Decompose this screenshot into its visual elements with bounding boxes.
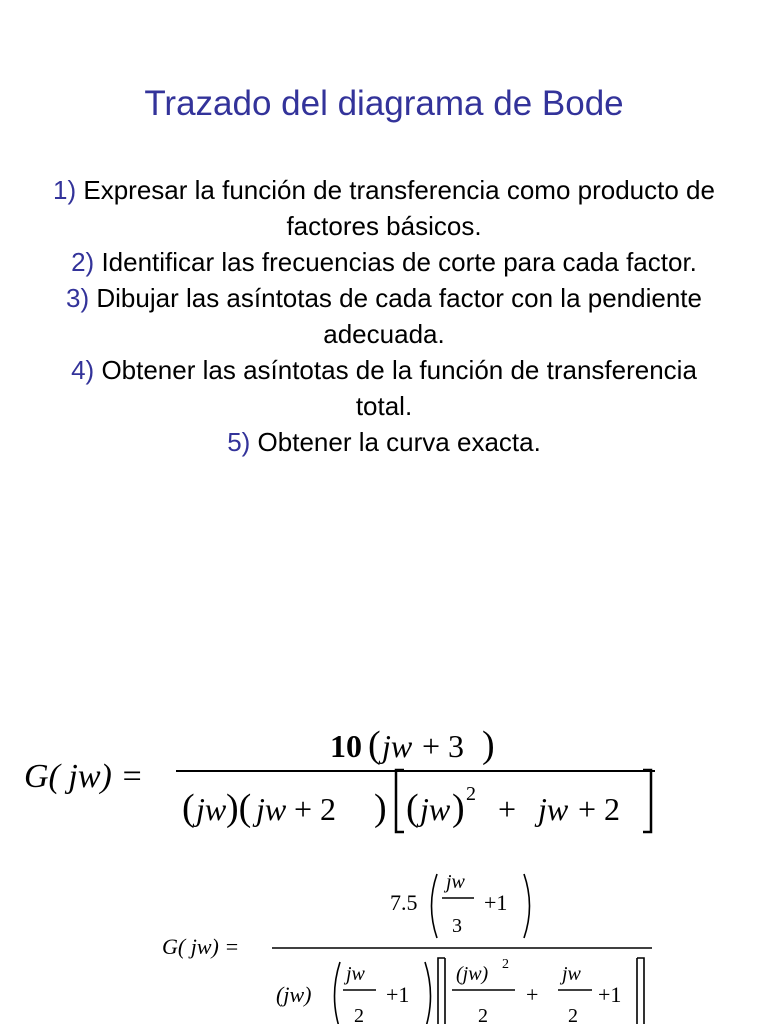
- formula-2-plus1: +1: [386, 982, 410, 1007]
- formula-2-frac-num: (jw): [456, 963, 489, 985]
- formula-2-right-bracket: [637, 958, 644, 1024]
- formula-1-den-plus: +: [498, 791, 517, 827]
- formula-2-frac-den: 2: [568, 1005, 578, 1024]
- formula-2-coefficient: 7.5: [390, 890, 418, 915]
- formula-1-paren: (: [406, 787, 419, 829]
- formula-2-lhs: G( jw) =: [162, 934, 240, 959]
- step-text: Obtener la curva exacta.: [257, 427, 541, 457]
- formula-2: [162, 871, 652, 1024]
- formula-1-right-bracket: [643, 770, 651, 832]
- step-number: 1): [53, 175, 77, 205]
- formula-2-frac-num: jw: [562, 963, 581, 985]
- formula-1-den-jw: jw: [256, 791, 287, 827]
- formula-1-numerator-coefficient: 10: [330, 728, 362, 764]
- step-number: 4): [71, 355, 95, 385]
- formula-1-left-bracket: [396, 770, 404, 832]
- formula-2-plus1: +1: [598, 982, 622, 1007]
- formula-1-paren: (: [368, 724, 381, 766]
- formula-2-frac-num: jw: [446, 871, 465, 893]
- formula-1-den-plus2: + 2: [578, 791, 621, 827]
- step-text: Expresar la función de transferencia como producto de factores básicos.: [83, 175, 715, 241]
- step-text: Dibujar las asíntotas de cada factor con la pendiente adecuada.: [96, 283, 702, 349]
- step-text: Obtener las asíntotas de la función de transferencia total.: [101, 355, 697, 421]
- formula-1-lhs: G( jw) =: [24, 758, 144, 795]
- formula-1-den-jw: jw: [538, 791, 569, 827]
- formula-1-paren: )(: [226, 787, 252, 829]
- formula-1-paren: ): [482, 724, 495, 766]
- formula-2-exponent: 2: [502, 957, 509, 972]
- formula-1-paren: (: [182, 787, 195, 829]
- formula-2-paren: [425, 962, 431, 1024]
- formula-1: [24, 724, 655, 832]
- step-text: Identificar las frecuencias de corte para cada factor.: [101, 247, 697, 277]
- formula-1-den-jw: jw: [196, 791, 227, 827]
- formula-2-left-bracket: [438, 958, 445, 1024]
- step-number: 2): [71, 247, 95, 277]
- formula-1-paren: ): [374, 787, 387, 829]
- formula-2-paren: [524, 874, 530, 938]
- formula-1-exponent: 2: [466, 783, 476, 805]
- formula-2-frac-den: 2: [354, 1005, 364, 1024]
- step-number: 5): [227, 427, 251, 457]
- formula-2-frac-num: jw: [346, 963, 365, 985]
- formula-1-den-jw: jw: [420, 791, 451, 827]
- step-number: 3): [66, 283, 90, 313]
- formula-2-frac-den: 2: [478, 1005, 488, 1024]
- formula-1-numerator-rest: + 3: [422, 728, 465, 764]
- formula-1-den-plus2: + 2: [294, 791, 337, 827]
- formula-1-paren: ): [452, 787, 465, 829]
- formula-2-plus1: +1: [484, 890, 508, 915]
- formula-2-den-jw: (jw): [276, 982, 312, 1007]
- formula-2-frac-den: 3: [452, 915, 462, 937]
- formula-1-numerator-jw: jw: [382, 728, 413, 764]
- formula-2-plus: +: [526, 982, 539, 1007]
- slide-title: Trazado del diagrama de Bode: [144, 84, 624, 123]
- formula-2-paren: [335, 962, 341, 1024]
- formula-2-paren: [432, 874, 438, 938]
